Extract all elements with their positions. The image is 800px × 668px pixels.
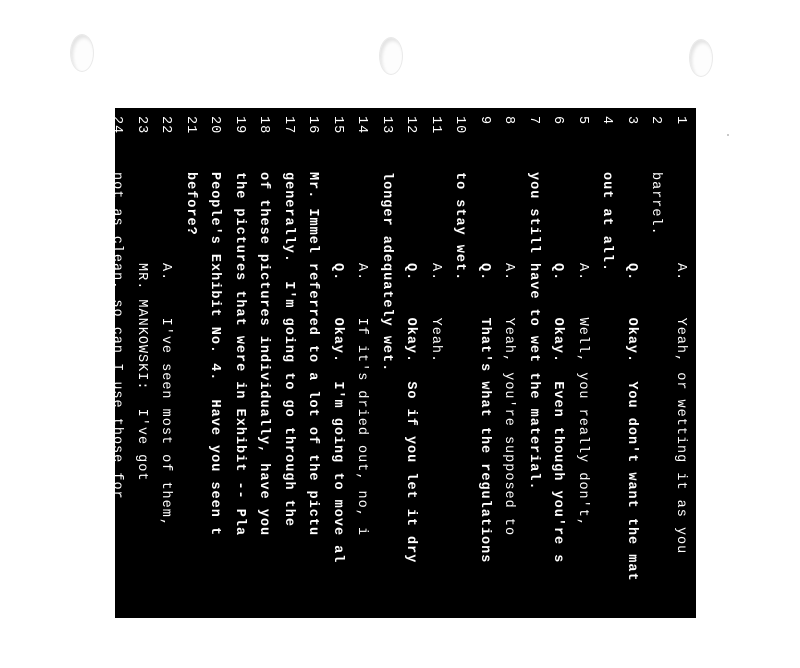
line-number: 15 [330,116,345,135]
line-text: A. Yeah, you're supposed to [501,172,517,537]
punch-hole [689,39,713,77]
line-number: 18 [256,116,272,135]
transcript-line [472,108,497,668]
transcript-line [374,108,399,668]
transcript-line [545,108,570,668]
line-number: 3 [624,116,639,126]
line-number: 9 [477,116,492,126]
transcript-line [153,108,178,668]
transcript-line [349,108,374,668]
line-number: 5 [575,116,590,126]
line-number: 7 [526,116,541,126]
line-number: 20 [207,116,223,135]
transcript-line [104,108,129,668]
line-text: out at all. [599,172,615,273]
line-text: A. Yeah. [428,172,443,364]
line-text: A. Well, you really don't, [575,172,590,527]
line-text: before? [183,172,198,236]
line-text: of these pictures individually, have you [256,172,272,537]
line-text: Q. Okay. So if you let it dry [403,172,419,564]
transcript-line [202,108,227,668]
scan-speck [727,134,729,136]
line-number: 6 [550,116,566,126]
transcript-line [178,108,203,668]
line-text: the pictures that were in Exhibit -- Pla [232,172,247,537]
line-number: 21 [183,116,198,135]
line-number: 22 [158,116,174,135]
transcript-line [594,108,619,668]
transcript-line [619,108,644,668]
transcript-line [521,108,546,668]
line-text: A. If it's dried out, no, i [354,172,370,537]
line-text: People's Exhibit No. 4. Have you seen t [207,172,223,537]
transcript-line [668,108,693,668]
line-number: 19 [232,116,247,135]
line-text: not as clean, so can I use those for [109,172,125,500]
line-number: 11 [428,116,443,135]
transcript-line [423,108,448,668]
transcript-line [398,108,423,668]
line-text: barrel. [648,172,664,236]
transcript-line [227,108,252,668]
line-number: 17 [281,116,296,135]
line-number: 2 [648,116,664,126]
line-number: 10 [452,116,468,135]
line-text: A. I've seen most of them, [158,172,174,527]
line-text: Q. That's what the regulations [477,172,492,564]
line-text: Q. Okay. You don't want the mat [624,172,639,582]
transcript-lines [109,108,696,668]
line-text: Q. Okay. Even though you're s [550,172,566,564]
punch-hole [70,34,94,72]
line-number: 13 [379,116,394,135]
line-text: A. Yeah, or wetting it as you [673,172,688,555]
line-text: MR. MANKOWSKI: I've got [134,172,149,482]
line-number: 16 [305,116,321,135]
transcript-line [129,108,154,668]
line-text: you still have to wet the material. [526,172,541,491]
line-number: 12 [403,116,419,135]
transcript-line [276,108,301,668]
punch-hole [379,37,403,75]
line-number: 1 [673,116,688,126]
transcript-sheet [109,108,696,618]
line-number: 23 [134,116,149,135]
line-number: 8 [501,116,517,126]
transcript-line [496,108,521,668]
line-text: longer adequately wet. [379,172,394,373]
transcript-line [251,108,276,668]
line-text: generally. I'm going to go through the [281,172,296,527]
transcript-line [643,108,668,668]
line-number: 14 [354,116,370,135]
line-text: Q. Okay. I'm going to move al [330,172,345,564]
transcript-line [570,108,595,668]
transcript-line [447,108,472,668]
line-text: to stay wet. [452,172,468,282]
transcript-line [300,108,325,668]
line-number: 4 [599,116,615,126]
line-text: Mr. Immel referred to a lot of the pictu [305,172,321,537]
line-number: 24 [109,116,125,135]
transcript-line [325,108,350,668]
